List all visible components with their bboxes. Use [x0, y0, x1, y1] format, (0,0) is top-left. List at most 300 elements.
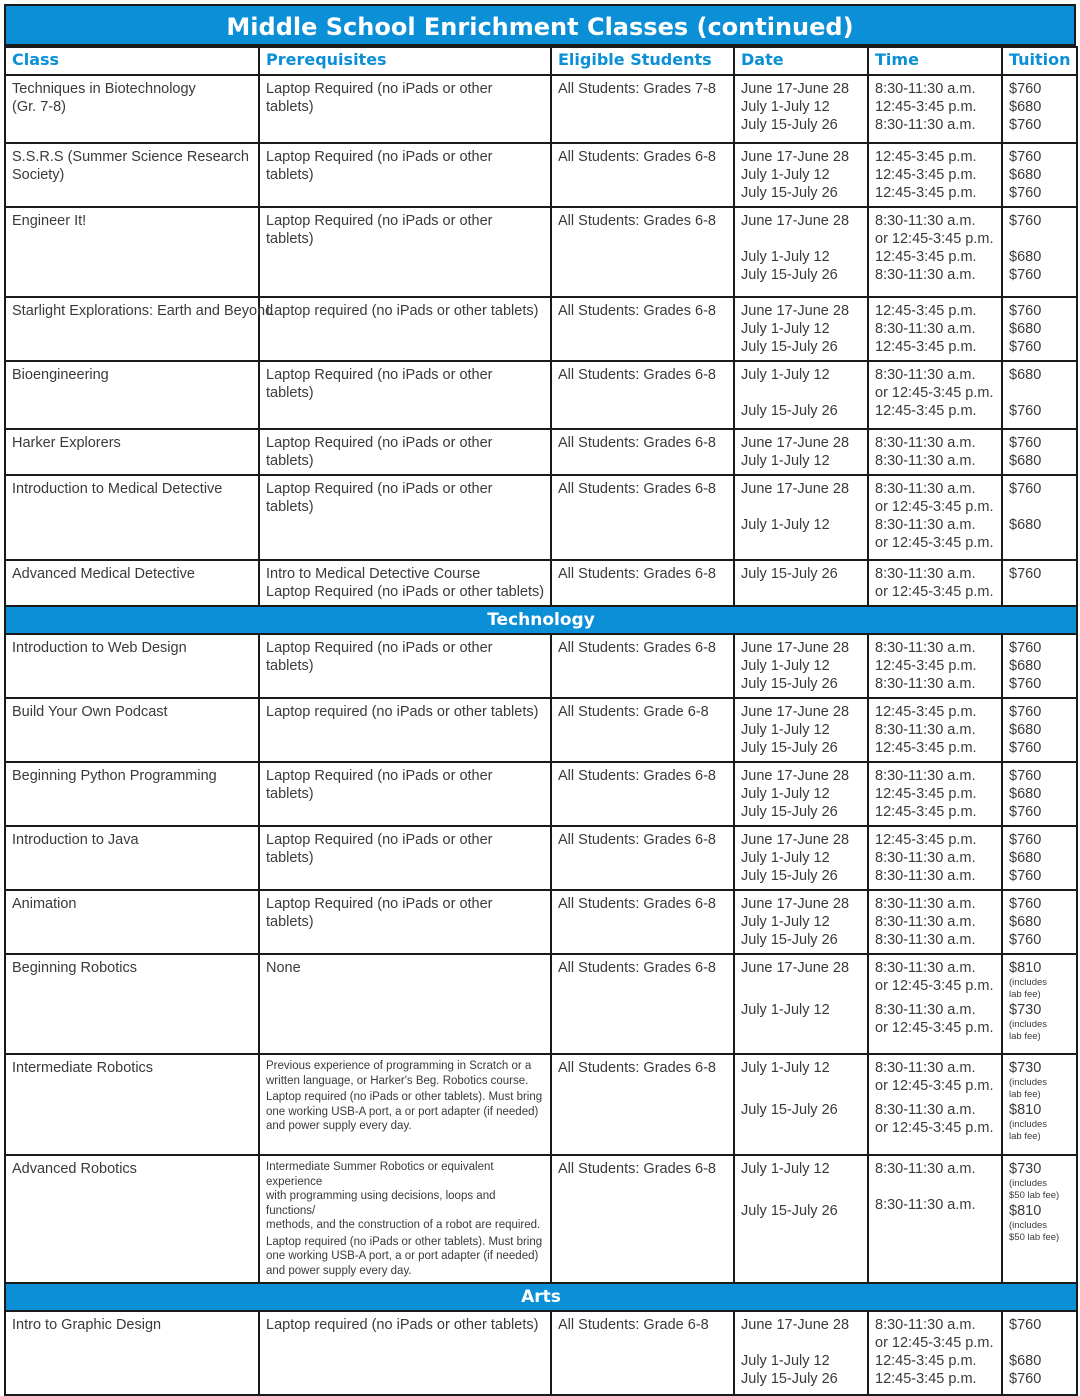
table-row	[5, 429, 1077, 475]
time: 12:45-3:45 p.m.	[875, 1371, 977, 1387]
class-cell	[5, 475, 259, 560]
time: or 12:45-3:45 p.m.	[875, 535, 994, 551]
eligible-cell: All Students: Grades 6-8	[551, 475, 734, 560]
date: July 1-July 12	[741, 99, 830, 115]
table-row	[5, 634, 1077, 698]
tuition: $760	[1009, 566, 1042, 582]
prereq-line: written language, or Harker's Beg. Robotics course.	[266, 1074, 529, 1087]
table-row	[5, 1311, 1077, 1395]
time: 12:45-3:45 p.m.	[875, 185, 977, 201]
tuition-cell	[1002, 762, 1077, 826]
class-cell	[5, 890, 259, 954]
tuition: $760	[1009, 832, 1042, 848]
tuition-cell	[1002, 698, 1077, 762]
class-name: Introduction to Web Design	[12, 640, 187, 656]
eligible-cell: All Students: Grades 6-8	[551, 634, 734, 698]
tuition-cell	[1002, 890, 1077, 954]
class-name: Starlight Explorations: Earth and Beyond	[12, 303, 274, 319]
class-cell	[5, 762, 259, 826]
time: 8:30-11:30 a.m.	[875, 640, 976, 656]
section-title: Arts	[5, 1283, 1077, 1311]
class-name: Introduction to Medical Detective	[12, 481, 223, 497]
class-name: Intermediate Robotics	[12, 1060, 154, 1076]
prereq-cell: Laptop required (no iPads or other tablets)	[259, 1311, 551, 1395]
eligible-cell: All Students: Grades 6-8	[551, 890, 734, 954]
tuition: $760	[1009, 339, 1042, 355]
time-cell	[868, 1155, 1002, 1283]
time: 8:30-11:30 a.m.	[875, 722, 976, 738]
date-cell	[734, 207, 868, 297]
prereq-cell	[259, 1155, 551, 1283]
date: July 1-July 12	[741, 517, 830, 533]
time: 12:45-3:45 p.m.	[875, 658, 977, 674]
eligible-cell: All Students: Grades 6-8	[551, 361, 734, 429]
tuition: $760	[1009, 640, 1042, 656]
time: 12:45-3:45 p.m.	[875, 149, 977, 165]
col-header-tuition: Tuition	[1002, 47, 1077, 75]
tuition: $680	[1009, 850, 1042, 866]
col-header-eligible: Eligible Students	[551, 47, 734, 75]
date: July 15-July 26	[741, 339, 838, 355]
time: or 12:45-3:45 p.m.	[875, 1020, 994, 1036]
tuition-note: (includes	[1009, 977, 1048, 988]
tuition-cell	[1002, 826, 1077, 890]
table-row	[5, 143, 1077, 207]
time: 12:45-3:45 p.m.	[875, 339, 977, 355]
class-name-sub: Society)	[12, 167, 65, 183]
class-name: Bioengineering	[12, 367, 109, 383]
date-cell	[734, 954, 868, 1054]
class-cell	[5, 954, 259, 1054]
col-header-date: Date	[734, 47, 868, 75]
tuition-note: lab fee)	[1009, 989, 1041, 1000]
date: July 1-July 12	[741, 1161, 830, 1177]
class-cell	[5, 207, 259, 297]
time: 8:30-11:30 a.m.	[875, 517, 976, 533]
class-cell	[5, 1054, 259, 1155]
time: or 12:45-3:45 p.m.	[875, 978, 994, 994]
tuition: $760	[1009, 1371, 1042, 1387]
time: 8:30-11:30 a.m.	[875, 81, 976, 97]
time: 8:30-11:30 a.m.	[875, 453, 976, 469]
date: July 1-July 12	[741, 1353, 830, 1369]
date: June 17-June 28	[741, 435, 850, 451]
tuition-cell	[1002, 560, 1077, 606]
tuition-cell	[1002, 429, 1077, 475]
date: July 1-July 12	[741, 1060, 830, 1076]
tuition: $760	[1009, 403, 1042, 419]
date: July 1-July 12	[741, 914, 830, 930]
date-cell	[734, 826, 868, 890]
prereq-line: Previous experience of programming in Scratch or a	[266, 1060, 532, 1072]
date-cell	[734, 143, 868, 207]
table-row	[5, 890, 1077, 954]
tuition: $760	[1009, 932, 1042, 948]
date: July 1-July 12	[741, 850, 830, 866]
date: July 1-July 12	[741, 786, 830, 802]
date-cell	[734, 1311, 868, 1395]
date: June 17-June 28	[741, 704, 850, 720]
tuition: $680	[1009, 722, 1042, 738]
tuition: $680	[1009, 517, 1042, 533]
date: July 1-July 12	[741, 658, 830, 674]
eligible-cell: All Students: Grades 6-8	[551, 762, 734, 826]
tuition-note: (includes	[1009, 1119, 1048, 1130]
prereq-cell: Laptop Required (no iPads or other tablets)	[259, 429, 551, 475]
time: 8:30-11:30 a.m.	[875, 1317, 976, 1333]
tuition-cell	[1002, 954, 1077, 1054]
prereq-cell	[259, 1054, 551, 1155]
time: 12:45-3:45 p.m.	[875, 704, 977, 720]
prereq-cell: None	[259, 954, 551, 1054]
time-cell	[868, 634, 1002, 698]
class-name: Advanced Medical Detective	[12, 566, 195, 582]
date-cell	[734, 361, 868, 429]
date: July 1-July 12	[741, 167, 830, 183]
time: 8:30-11:30 a.m.	[875, 1102, 976, 1118]
tuition: $760	[1009, 676, 1042, 692]
class-name: Animation	[12, 896, 77, 912]
time-cell	[868, 475, 1002, 560]
prereq-line: and power supply every day.	[266, 1120, 412, 1132]
tuition: $680	[1009, 786, 1042, 802]
date: July 1-July 12	[741, 722, 830, 738]
class-name: Harker Explorers	[12, 435, 121, 451]
prereq-line: Laptop required (no iPads or other tablets). Must bring	[266, 1091, 543, 1103]
class-name: Advanced Robotics	[12, 1161, 137, 1177]
date: June 17-June 28	[741, 213, 850, 229]
date: July 15-July 26	[741, 676, 838, 692]
time-cell	[868, 361, 1002, 429]
date: July 1-July 12	[741, 453, 830, 469]
tuition: $760	[1009, 481, 1042, 497]
tuition-note: lab fee)	[1009, 1131, 1041, 1142]
time: or 12:45-3:45 p.m.	[875, 1120, 994, 1136]
prereq-cell: Laptop Required (no iPads or other tablets)	[259, 634, 551, 698]
tuition: $680	[1009, 99, 1042, 115]
time: 8:30-11:30 a.m.	[875, 435, 976, 451]
prereq-cell: Laptop Required (no iPads or other tablets)	[259, 475, 551, 560]
table-row	[5, 954, 1077, 1054]
tuition: $760	[1009, 303, 1042, 319]
time: 8:30-11:30 a.m.	[875, 676, 976, 692]
prereq-cell: Laptop required (no iPads or other tablets)	[259, 297, 551, 361]
prereq-cell: Laptop Required (no iPads or other tablets)	[259, 143, 551, 207]
table-row	[5, 297, 1077, 361]
tuition-note: (includes	[1009, 1019, 1048, 1030]
tuition: $680	[1009, 321, 1042, 337]
date-cell	[734, 1155, 868, 1283]
tuition: $760	[1009, 149, 1042, 165]
prereq-cell: Laptop Required (no iPads or other tablets)	[259, 890, 551, 954]
tuition-note: lab fee)	[1009, 1089, 1041, 1100]
tuition: $680	[1009, 367, 1042, 383]
date-cell	[734, 698, 868, 762]
eligible-cell: All Students: Grades 6-8	[551, 560, 734, 606]
time: 12:45-3:45 p.m.	[875, 804, 977, 820]
eligible-cell: All Students: Grades 6-8	[551, 1054, 734, 1155]
section-row-technology	[5, 606, 1077, 634]
section-row-arts	[5, 1283, 1077, 1311]
eligible-cell: All Students: Grades 6-8	[551, 297, 734, 361]
tuition: $760	[1009, 267, 1042, 283]
class-cell	[5, 429, 259, 475]
class-cell	[5, 297, 274, 361]
tuition: $760	[1009, 185, 1042, 201]
time: 8:30-11:30 a.m.	[875, 768, 976, 784]
time: 8:30-11:30 a.m.	[875, 1161, 976, 1177]
date: July 15-July 26	[741, 1102, 838, 1118]
date: June 17-June 28	[741, 768, 850, 784]
tuition-cell	[1002, 1311, 1077, 1395]
tuition-note: (includes	[1009, 1220, 1048, 1231]
tuition: $730	[1009, 1002, 1042, 1018]
tuition: $760	[1009, 804, 1042, 820]
prereq-cell: Laptop required (no iPads or other tablets)	[259, 698, 551, 762]
date: July 15-July 26	[741, 185, 838, 201]
time: 8:30-11:30 a.m.	[875, 1060, 976, 1076]
time: 12:45-3:45 p.m.	[875, 249, 977, 265]
prereq-line: methods, and the construction of a robot are required.	[266, 1219, 541, 1231]
date-cell	[734, 75, 868, 143]
prereq-cell: Laptop Required (no iPads or other tablets)	[259, 361, 551, 429]
eligible-cell: All Students: Grades 6-8	[551, 954, 734, 1054]
schedule-page	[4, 4, 1076, 1396]
class-cell	[5, 361, 259, 429]
class-name: Beginning Robotics	[12, 960, 137, 976]
time: 8:30-11:30 a.m.	[875, 566, 976, 582]
time: 8:30-11:30 a.m.	[875, 1002, 976, 1018]
tuition: $810	[1009, 1203, 1042, 1219]
date: July 15-July 26	[741, 932, 838, 948]
tuition: $680	[1009, 914, 1042, 930]
time: 8:30-11:30 a.m.	[875, 868, 976, 884]
table-row	[5, 1054, 1077, 1155]
time: 12:45-3:45 p.m.	[875, 1353, 977, 1369]
time: 12:45-3:45 p.m.	[875, 832, 977, 848]
date-cell	[734, 429, 868, 475]
page-title: Middle School Enrichment Classes (continued)	[4, 4, 1076, 46]
tuition: $760	[1009, 704, 1042, 720]
class-name: Engineer It!	[12, 213, 87, 229]
class-name: Beginning Python Programming	[12, 768, 217, 784]
time: 8:30-11:30 a.m.	[875, 481, 976, 497]
time: or 12:45-3:45 p.m.	[875, 584, 994, 600]
date-cell	[734, 475, 868, 560]
class-name: Build Your Own Podcast	[12, 704, 168, 720]
time: 8:30-11:30 a.m.	[875, 850, 976, 866]
tuition: $680	[1009, 167, 1042, 183]
class-cell	[5, 698, 259, 762]
time: 8:30-11:30 a.m.	[875, 960, 976, 976]
section-title: Technology	[5, 606, 1077, 634]
table-row	[5, 207, 1077, 297]
time: 8:30-11:30 a.m.	[875, 914, 976, 930]
time: 12:45-3:45 p.m.	[875, 167, 977, 183]
time-cell	[868, 826, 1002, 890]
prereq-line: Intermediate Summer Robotics or equivalent experience	[266, 1161, 494, 1188]
tuition: $760	[1009, 117, 1042, 133]
date: July 15-July 26	[741, 117, 838, 133]
tuition: $810	[1009, 1102, 1042, 1118]
class-cell	[5, 1311, 259, 1395]
date-cell	[734, 762, 868, 826]
table-row	[5, 560, 1077, 606]
eligible-cell: All Students: Grades 6-8	[551, 207, 734, 297]
time: 8:30-11:30 a.m.	[875, 267, 976, 283]
date: June 17-June 28	[741, 896, 850, 912]
table-row	[5, 826, 1077, 890]
col-header-time: Time	[868, 47, 1002, 75]
tuition-cell	[1002, 143, 1077, 207]
tuition-cell	[1002, 1054, 1077, 1155]
tuition: $760	[1009, 435, 1042, 451]
prereq-line: Intro to Medical Detective Course	[266, 566, 481, 582]
eligible-cell: All Students: Grade 6-8	[551, 1311, 734, 1395]
tuition: $760	[1009, 896, 1042, 912]
date: July 15-July 26	[741, 868, 838, 884]
tuition-note: $50 lab fee)	[1009, 1232, 1060, 1243]
date: July 15-July 26	[741, 804, 838, 820]
tuition: $760	[1009, 81, 1042, 97]
tuition: $680	[1009, 658, 1042, 674]
time: 8:30-11:30 a.m.	[875, 896, 976, 912]
time: 8:30-11:30 a.m.	[875, 932, 976, 948]
time: 12:45-3:45 p.m.	[875, 786, 977, 802]
tuition: $680	[1009, 453, 1042, 469]
date: July 1-July 12	[741, 1002, 830, 1018]
class-name-sub: (Gr. 7-8)	[12, 99, 66, 115]
eligible-cell: All Students: Grades 7-8	[551, 75, 734, 143]
tuition-cell	[1002, 475, 1077, 560]
date: June 17-June 28	[741, 481, 850, 497]
prereq-line: and power supply every day.	[266, 1264, 412, 1277]
prereq-line: one working USB-A port, a or port adapter (if needed)	[266, 1250, 539, 1262]
time: 12:45-3:45 p.m.	[875, 99, 977, 115]
tuition: $760	[1009, 740, 1042, 756]
time-cell	[868, 954, 1002, 1054]
tuition-note: (includes	[1009, 1178, 1048, 1189]
date-cell	[734, 890, 868, 954]
tuition-cell	[1002, 361, 1077, 429]
date: July 1-July 12	[741, 367, 830, 383]
time: or 12:45-3:45 p.m.	[875, 1078, 994, 1094]
col-header-prerequisites: Prerequisites	[259, 47, 551, 75]
time: or 12:45-3:45 p.m.	[875, 499, 994, 515]
date-cell	[734, 297, 868, 361]
time: 8:30-11:30 a.m.	[875, 213, 976, 229]
tuition-cell	[1002, 634, 1077, 698]
tuition-cell	[1002, 1155, 1077, 1283]
class-name: Introduction to Java	[12, 832, 139, 848]
class-cell	[5, 143, 259, 207]
prereq-cell: Laptop Required (no iPads or other tablets)	[259, 826, 551, 890]
prereq-cell: Laptop Required (no iPads or other tablets)	[259, 75, 551, 143]
time: 8:30-11:30 a.m.	[875, 1197, 976, 1213]
tuition: $810	[1009, 960, 1042, 976]
class-cell	[5, 75, 259, 143]
date: June 17-June 28	[741, 640, 850, 656]
eligible-cell: All Students: Grades 6-8	[551, 1155, 734, 1283]
time-cell	[868, 429, 1002, 475]
date: July 15-July 26	[741, 403, 838, 419]
time: or 12:45-3:45 p.m.	[875, 1335, 994, 1351]
classes-table	[4, 46, 1078, 1396]
tuition: $760	[1009, 1317, 1042, 1333]
class-cell	[5, 560, 259, 606]
date-cell	[734, 1054, 868, 1155]
time: 8:30-11:30 a.m.	[875, 367, 976, 383]
date: July 1-July 12	[741, 249, 830, 265]
class-name: Intro to Graphic Design	[12, 1317, 162, 1333]
header-row	[5, 47, 1077, 75]
tuition: $730	[1009, 1161, 1042, 1177]
time-cell	[868, 207, 1002, 297]
date-cell	[734, 634, 868, 698]
tuition-note: $50 lab fee)	[1009, 1190, 1060, 1201]
eligible-cell: All Students: Grades 6-8	[551, 826, 734, 890]
prereq-cell	[259, 560, 551, 606]
time: 12:45-3:45 p.m.	[875, 303, 977, 319]
prereq-cell: Laptop Required (no iPads or other tablets)	[259, 207, 551, 297]
date: June 17-June 28	[741, 303, 850, 319]
eligible-cell: All Students: Grades 6-8	[551, 429, 734, 475]
prereq-line: one working USB-A port, a or port adapter (if needed)	[266, 1105, 539, 1118]
time-cell	[868, 143, 1002, 207]
time-cell	[868, 297, 1002, 361]
time: 8:30-11:30 a.m.	[875, 117, 976, 133]
date: June 17-June 28	[741, 149, 850, 165]
date: July 15-July 26	[741, 1203, 838, 1219]
tuition: $680	[1009, 1353, 1042, 1369]
class-cell	[5, 826, 259, 890]
tuition: $760	[1009, 768, 1042, 784]
prereq-line: with programming using decisions, loops and functions/	[266, 1190, 496, 1217]
date-cell	[734, 560, 868, 606]
time-cell	[868, 1054, 1002, 1155]
date: July 15-July 26	[741, 1371, 838, 1387]
tuition: $760	[1009, 213, 1042, 229]
date: July 15-July 26	[741, 566, 838, 582]
date: July 15-July 26	[741, 267, 838, 283]
tuition: $680	[1009, 249, 1042, 265]
table-row	[5, 475, 1077, 560]
time-cell	[868, 698, 1002, 762]
prereq-cell: Laptop Required (no iPads or other tablets)	[259, 762, 551, 826]
time: 12:45-3:45 p.m.	[875, 403, 977, 419]
date: June 17-June 28	[741, 81, 850, 97]
tuition-cell	[1002, 75, 1077, 143]
time: 12:45-3:45 p.m.	[875, 740, 977, 756]
time-cell	[868, 890, 1002, 954]
time-cell	[868, 75, 1002, 143]
time: or 12:45-3:45 p.m.	[875, 385, 994, 401]
class-cell	[5, 634, 259, 698]
time-cell	[868, 560, 1002, 606]
time: 8:30-11:30 a.m.	[875, 321, 976, 337]
prereq-line: Laptop required (no iPads or other tablets). Must bring	[266, 1235, 543, 1248]
time-cell	[868, 1311, 1002, 1395]
eligible-cell: All Students: Grades 6-8	[551, 143, 734, 207]
tuition-note: (includes	[1009, 1077, 1048, 1088]
tuition-cell	[1002, 297, 1077, 361]
prereq-line: Laptop Required (no iPads or other tablets)	[266, 584, 545, 600]
class-name: Techniques in Biotechnology	[12, 81, 196, 97]
tuition-cell	[1002, 207, 1077, 297]
class-name: S.S.R.S (Summer Science Research	[12, 149, 249, 165]
date: July 1-July 12	[741, 321, 830, 337]
eligible-cell: All Students: Grade 6-8	[551, 698, 734, 762]
